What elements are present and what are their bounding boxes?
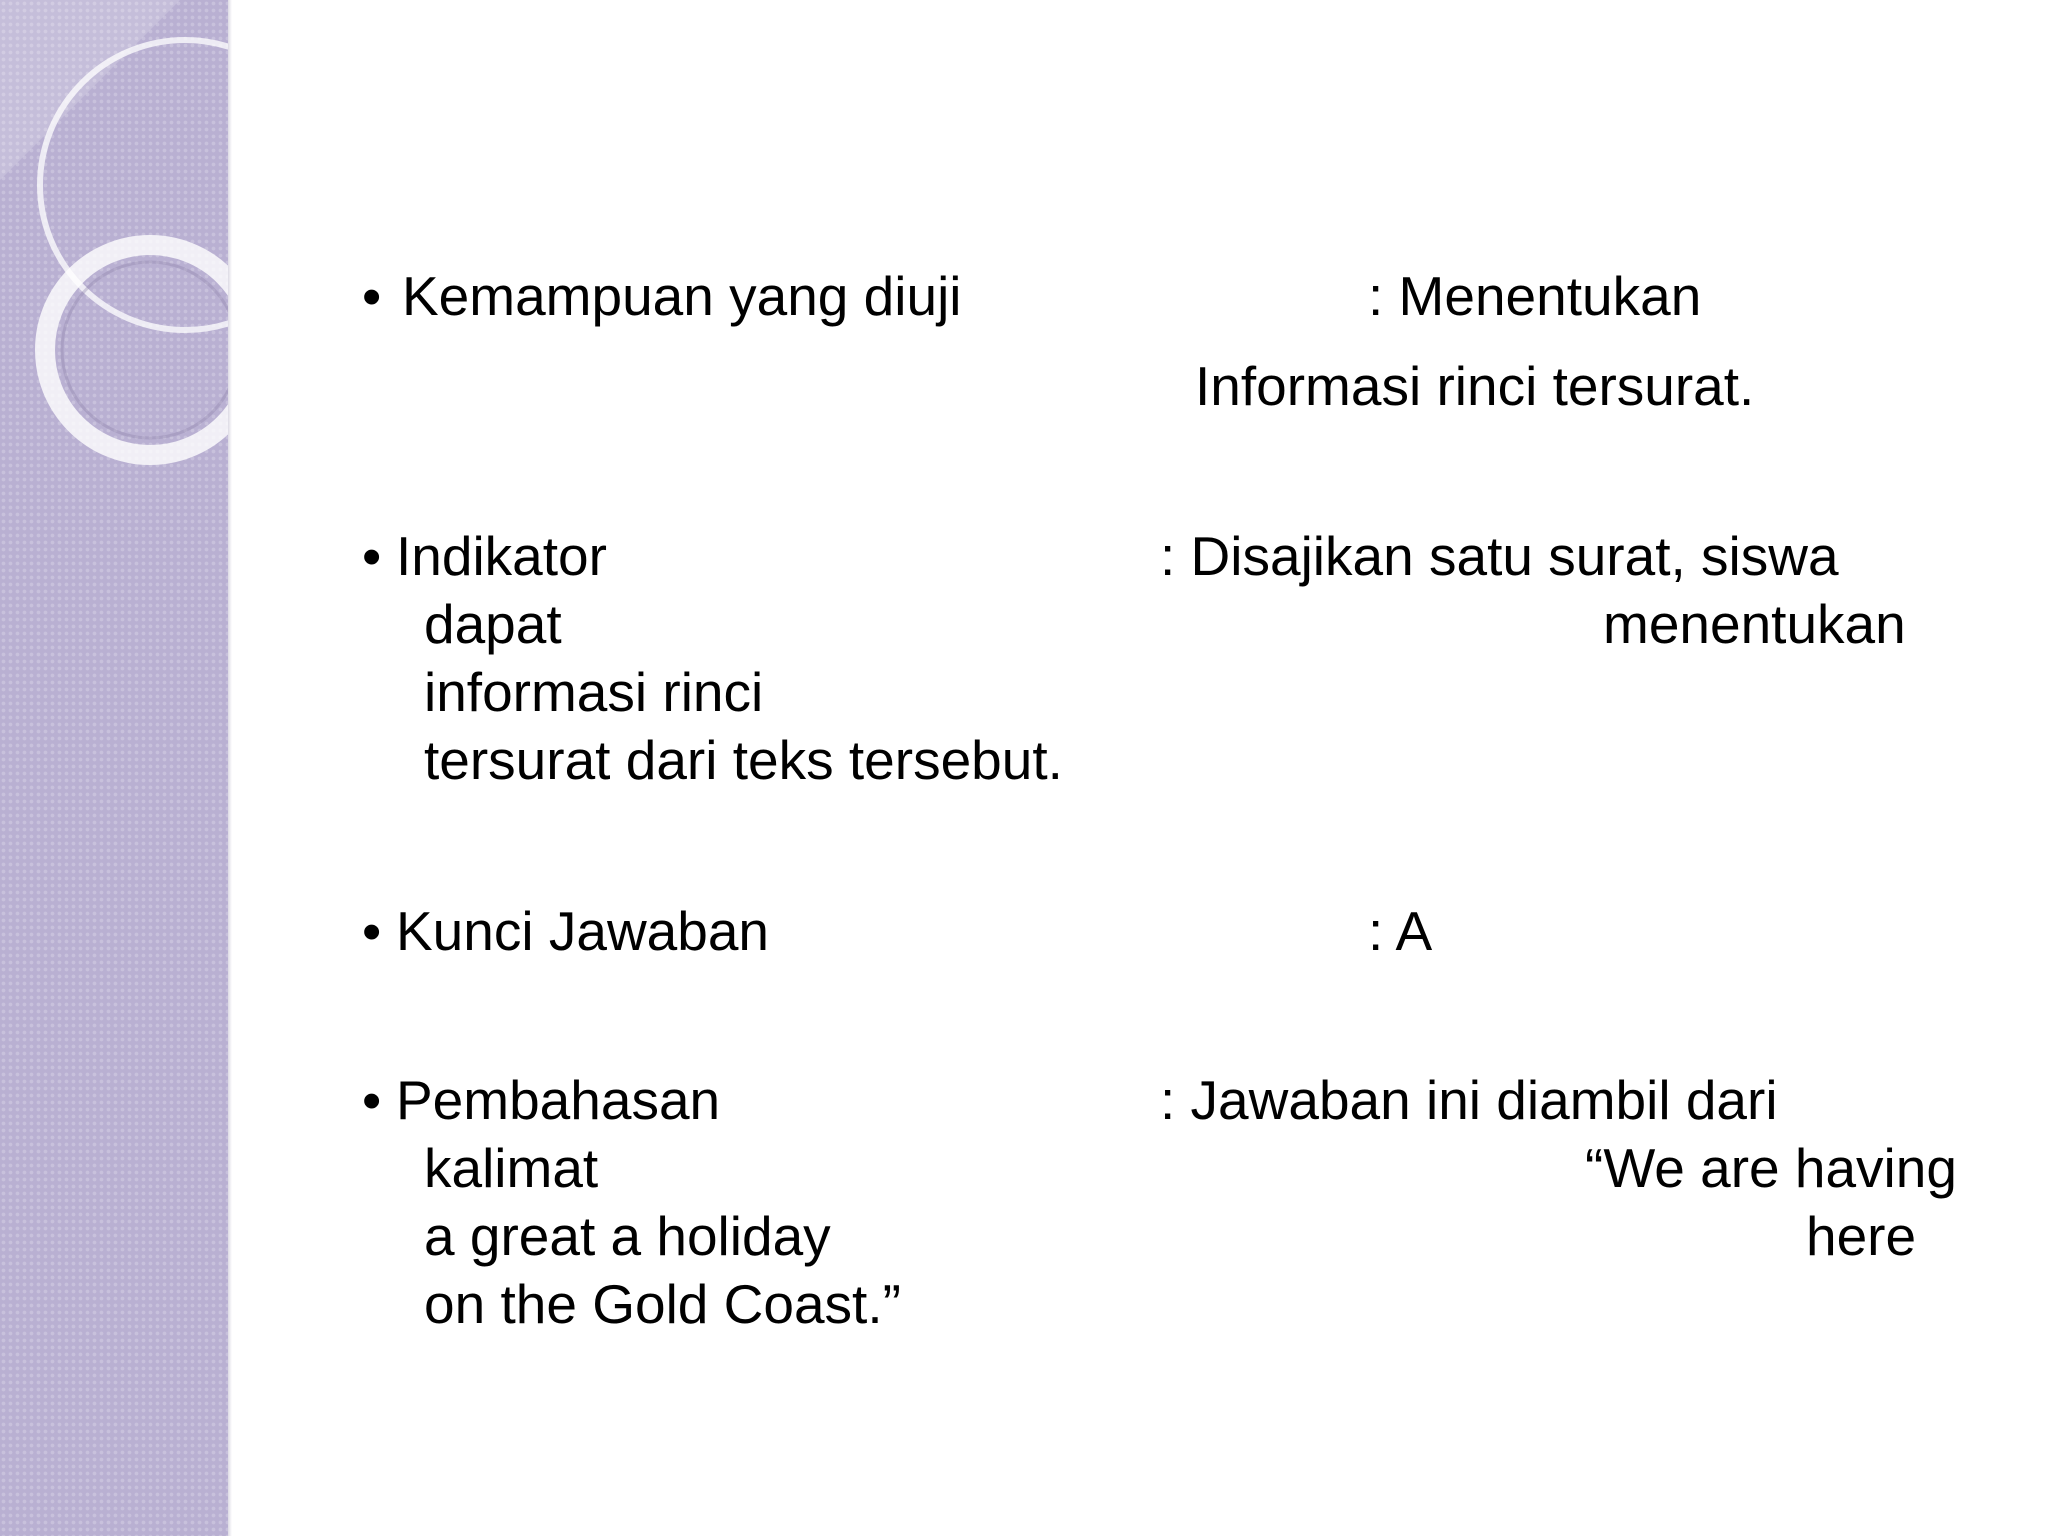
indikator-line-1-right: menentukan bbox=[1603, 593, 1906, 655]
item-label-pembahasan: Pembahasan bbox=[396, 1069, 721, 1131]
bullet-4: • bbox=[362, 1069, 382, 1131]
indikator-line-1-left: dapat bbox=[424, 593, 562, 655]
pembahasan-line-2-left: a great a holiday bbox=[424, 1205, 831, 1267]
bullet-3: • bbox=[362, 900, 382, 962]
item-label-indikator: Indikator bbox=[396, 525, 607, 587]
pembahasan-line-2-right: here bbox=[1806, 1205, 1917, 1267]
decorative-rings bbox=[0, 0, 228, 1536]
indikator-line-3-left: tersurat dari teks tersebut. bbox=[424, 729, 1063, 791]
pembahasan-line-1-right: “We are having bbox=[1585, 1137, 1957, 1199]
item-label-kemampuan: Kemampuan yang diuji bbox=[402, 265, 962, 327]
pembahasan-line-3-left: on the Gold Coast.” bbox=[424, 1273, 901, 1335]
panel-edge-shadow bbox=[228, 0, 232, 1536]
item-value-kemampuan: : Menentukan bbox=[1368, 265, 1702, 327]
item-label-kunci-jawaban: Kunci Jawaban bbox=[396, 900, 770, 962]
item-value-kunci-jawaban: : A bbox=[1368, 900, 1433, 962]
bullet-1: • bbox=[362, 265, 382, 327]
item-value-pembahasan: : Jawaban ini diambil dari bbox=[1160, 1069, 1778, 1131]
pembahasan-line-1-left: kalimat bbox=[424, 1137, 599, 1199]
item-value-kemampuan-continued: Informasi rinci tersurat. bbox=[1195, 355, 1755, 417]
bullet-2: • bbox=[362, 525, 382, 587]
indikator-line-2-left: informasi rinci bbox=[424, 661, 764, 723]
item-value-indikator: : Disajikan satu surat, siswa bbox=[1160, 525, 1839, 587]
decorative-side-panel bbox=[0, 0, 228, 1536]
